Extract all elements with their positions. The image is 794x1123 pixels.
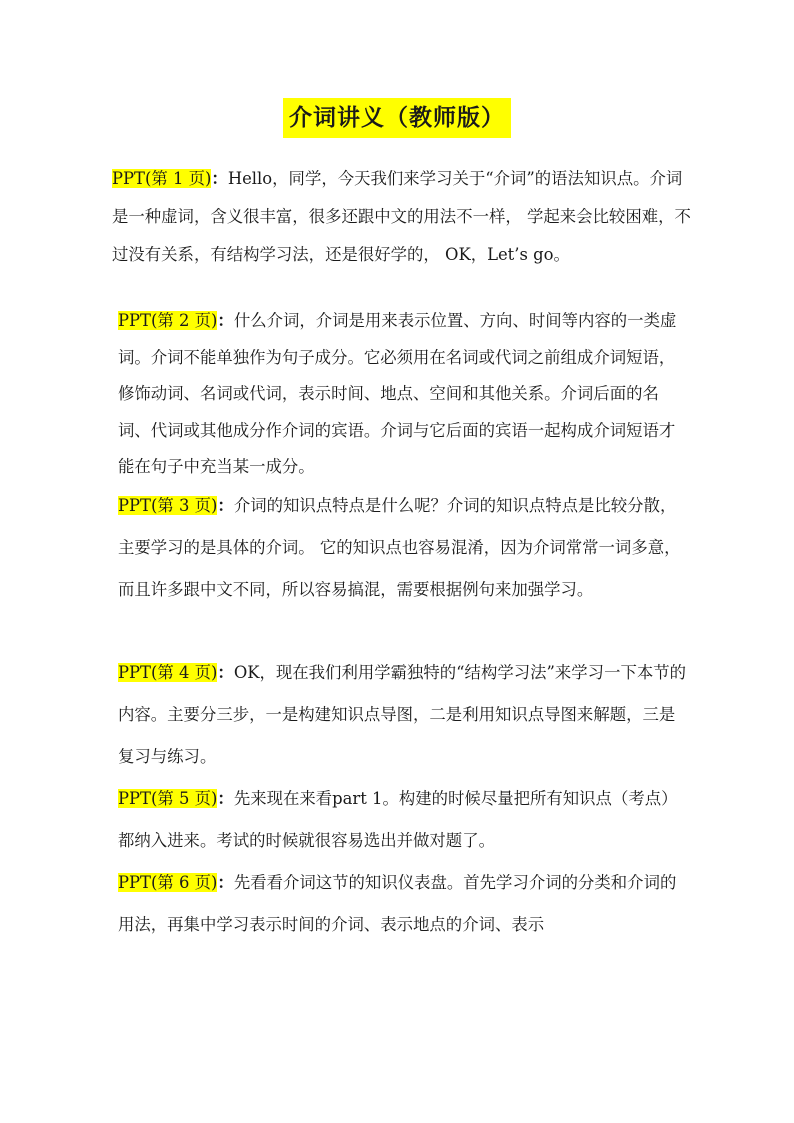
- paragraph-page-6: [118, 862, 688, 946]
- tag-colon: ：: [217, 873, 234, 892]
- tag-colon: ：: [217, 496, 234, 515]
- paragraph-page-3: [118, 485, 688, 611]
- paragraph-page-1: [112, 160, 696, 274]
- ppt-page-tag: PPT(第 1 页): [112, 169, 212, 188]
- ppt-page-tag: PPT(第 5 页): [118, 789, 218, 808]
- paragraph-page-5: [118, 778, 688, 862]
- paragraph-page-2: [118, 303, 688, 486]
- ppt-page-tag: PPT(第 3 页): [118, 496, 218, 515]
- paragraph-text: 介词的知识点特点是什么呢？介词的知识点特点是比较分散，主要学习的是具体的介词。 它的知识点也容易混淆，因为介词常常一词多意，而且许多跟中文不同，所以容易搞混，需要根据例句来加强学习。: [118, 496, 681, 599]
- paragraph-text: 先看看介词这节的知识仪表盘。首先学习介词的分类和介词的用法，再集中学习表示时间的介词、表示地点的介词、表示: [118, 873, 677, 934]
- paragraph-text: Hello，同学，今天我们来学习关于“介词”的语法知识点。介词是一种虚词，含义很丰富，很多还跟中文的用法不一样， 学起来会比较困难，不过没有关系，有结构学习法，还是很好学的， OK，Let’s go。: [112, 169, 691, 264]
- tag-colon: ：: [217, 663, 234, 682]
- tag-colon: ：: [217, 311, 234, 330]
- tag-colon: ：: [217, 789, 234, 808]
- document-title: 介词讲义（教师版）: [283, 98, 511, 138]
- paragraph-page-4: [118, 652, 688, 778]
- title-container: [0, 98, 794, 138]
- ppt-page-tag: PPT(第 4 页): [118, 663, 218, 682]
- ppt-page-tag: PPT(第 2 页): [118, 311, 218, 330]
- ppt-page-tag: PPT(第 6 页): [118, 873, 218, 892]
- tag-colon: ：: [211, 169, 228, 188]
- paragraph-text: OK，现在我们利用学霸独特的“结构学习法”来学习一下本节的内容。主要分三步，一是构建知识点导图，二是利用知识点导图来解题，三是复习与练习。: [118, 663, 687, 766]
- paragraph-text: 先来现在来看part 1。构建的时候尽量把所有知识点（考点）都纳入进来。考试的时候就很容易选出并做对题了。: [118, 789, 678, 850]
- paragraph-text: 什么介词，介词是用来表示位置、方向、时间等内容的一类虚词。介词不能单独作为句子成分。它必须用在名词或代词之前组成介词短语，修饰动词、名词或代词，表示时间、地点、空间和其他关系。介词后面的名词、代词或其他成分作介词的宾语。介词与它后面的宾语一起构成介词短语才能在句子中充当某一成分。: [118, 311, 677, 476]
